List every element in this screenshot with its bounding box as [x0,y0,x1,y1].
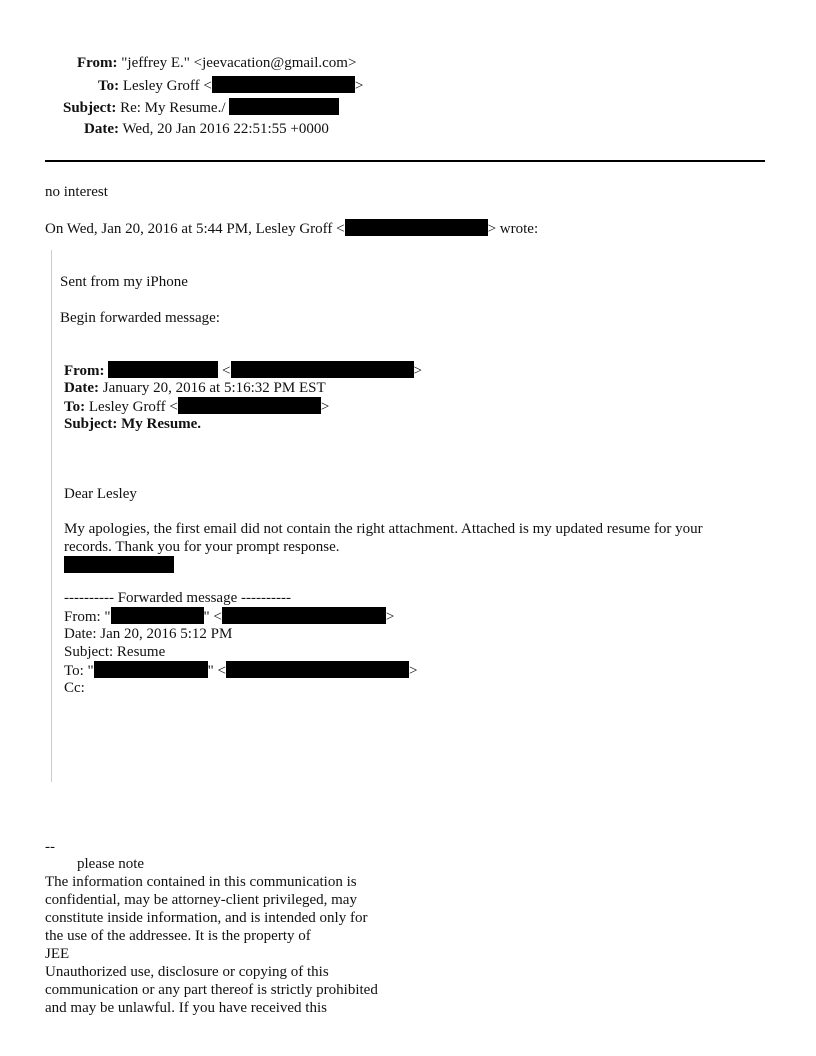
header-to-close: > [354,78,364,94]
disclaimer-line: JEE [45,946,70,962]
header-from-value: "jeffrey E." <jeevacation@gmail.com> [121,55,357,71]
inner-forward-divider: ---------- Forwarded message ---------- [64,590,291,606]
header-divider [45,160,765,162]
header-date-label: Date: [84,121,119,137]
header-to-label: To: [98,78,120,94]
inner-from-gt: > [385,609,395,625]
inner-to-row [64,661,417,680]
inner-cc-row: Cc: [64,680,85,696]
fwd-from-lt: < [222,363,231,379]
header-subject-label: Subject: [63,100,117,116]
fwd-from-row [64,361,422,380]
fwd-date-row [64,379,326,397]
redaction-box [231,361,414,378]
redaction-box [345,219,488,236]
disclaimer-line: confidential, may be attorney-client privileged, may [45,892,357,908]
inner-to-gt: > [409,663,418,679]
redaction-box [108,361,218,378]
redaction-box [94,661,208,678]
quote-intro [45,219,538,238]
quote-intro-end: > wrote: [487,221,539,237]
begin-forwarded-text: Begin forwarded message: [60,310,220,326]
sent-from-text: Sent from my iPhone [60,274,188,290]
inner-subject-row: Subject: Resume [64,644,166,660]
header-date-value: Wed, 20 Jan 2016 22:51:55 +0000 [122,121,329,137]
header-subject-row [63,98,339,117]
greeting-text: Dear Lesley [64,486,137,502]
please-note-text: please note [77,856,145,872]
redaction-box [229,98,339,115]
signature-dash: -- [45,839,55,855]
header-subject-value: Re: My Resume./ [120,100,226,116]
header-to-row [98,76,363,95]
disclaimer-line: the use of the addressee. It is the property of [45,928,311,944]
signature-redaction [64,556,174,575]
inner-from-start: From: " [64,609,111,625]
disclaimer-line: and may be unlawful. If you have received this [45,1000,327,1016]
header-from-label: From: [77,55,118,71]
redaction-box [212,76,355,93]
fwd-subject-row: Subject: My Resume. [64,416,202,432]
inner-date-row: Date: Jan 20, 2016 5:12 PM [64,626,233,642]
quote-bar [51,250,52,782]
fwd-to-close: > [320,399,330,415]
inner-to-mid: " < [207,663,226,679]
header-to-value: Lesley Groff < [122,78,212,94]
quote-intro-start: On Wed, Jan 20, 2016 at 5:44 PM, Lesley Groff < [45,221,345,237]
reply-text: no interest [45,184,108,200]
fwd-to-row [64,397,329,416]
redaction-box [111,607,204,624]
redaction-box [178,397,321,414]
fwd-from-gt: > [413,363,422,379]
message-line-1: My apologies, the first email did not contain the right attachment. Attached is my updated resume for your [64,521,703,537]
inner-from-row [64,607,394,626]
redaction-box [64,556,174,573]
disclaimer-line: The information contained in this communication is [45,874,357,890]
disclaimer-line: Unauthorized use, disclosure or copying of this [45,964,329,980]
disclaimer-line: communication or any part thereof is strictly prohibited [45,982,378,998]
message-line-2: records. Thank you for your prompt response. [64,539,340,555]
header-from-row [77,54,356,72]
inner-to-start: To: " [64,663,94,679]
inner-from-mid: " < [203,609,222,625]
header-date-row [84,120,329,138]
redaction-box [222,607,386,624]
fwd-date-label: Date: [64,380,99,396]
fwd-to-label: To: [64,399,86,415]
disclaimer-line: constitute inside information, and is intended only for [45,910,368,926]
fwd-to-value: Lesley Groff < [88,399,178,415]
fwd-from-label: From: [64,363,105,379]
fwd-date-value: January 20, 2016 at 5:16:32 PM EST [102,380,326,396]
redaction-box [226,661,409,678]
